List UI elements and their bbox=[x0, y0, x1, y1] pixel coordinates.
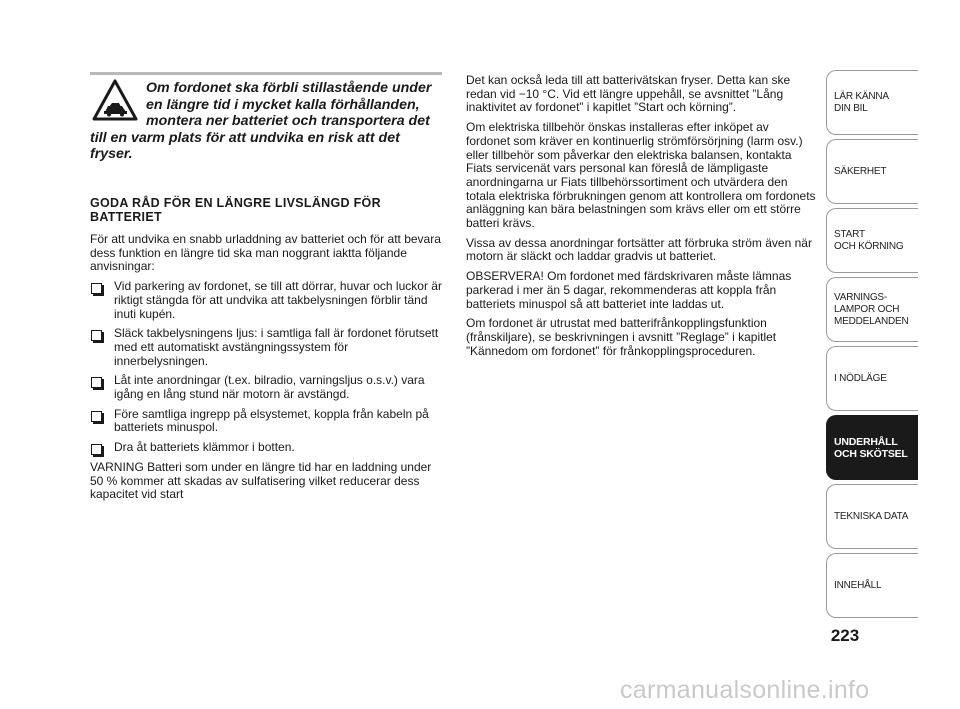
page-number: 223 bbox=[830, 626, 860, 645]
tab-label: TEKNISKA DATA bbox=[834, 510, 909, 522]
tab-innehall[interactable] bbox=[826, 553, 918, 618]
tab-label: VARNINGS- LAMPOR OCH MEDDELANDEN bbox=[834, 291, 909, 327]
checkbox-bullet-icon bbox=[91, 283, 102, 294]
section-title: GODA RÅD FÖR EN LÄNGRE LIVSLÄNGD FÖR BATTERIET bbox=[90, 196, 381, 224]
tab-label: SÄKERHET bbox=[834, 165, 887, 177]
battery-warning-paragraph: VARNING Batteri som under en längre tid har en laddning under 50 % kommer att skadas av sulfatisering vilket reducerar dess kapacitet vid start bbox=[90, 459, 432, 502]
tab-label: LÄR KÄNNA DIN BIL bbox=[834, 90, 889, 114]
checkbox-bullet-icon bbox=[91, 411, 102, 422]
warning-note-text: Om fordonet ska förbli stillastående under en längre tid i mycket kalla förhållanden, montera ner batteriet och transportera det till en varm plats för att undvika en risk att det fryser. bbox=[90, 80, 432, 162]
warning-divider bbox=[90, 72, 442, 75]
list-item: Släck takbelysningens ljus: i samtliga fall är fordonet förutsett med ett automatiskt avstängningssystem för innerbelysningen. bbox=[90, 327, 442, 368]
tab-label: I NÖDLÄGE bbox=[834, 372, 887, 384]
warning-note bbox=[90, 80, 444, 163]
checkbox-bullet-icon bbox=[91, 377, 102, 388]
tab-i-nodlage[interactable] bbox=[826, 346, 918, 411]
chapter-tabs bbox=[826, 70, 918, 622]
intro-paragraph: För att undvika en snabb urladdning av batteriet och för att bevara dess funktion en längre tid ska man noggrant iaktta följande anvisningar: bbox=[90, 232, 441, 274]
checkbox-bullet-icon bbox=[91, 330, 102, 341]
list-item: Dra åt batteriets klämmor i botten. bbox=[90, 441, 442, 455]
tab-tekniska-data[interactable] bbox=[826, 484, 918, 549]
checkbox-bullet-icon bbox=[91, 444, 102, 455]
advice-list bbox=[90, 280, 442, 455]
list-item: Vid parkering av fordonet, se till att dörrar, huvar och luckor är riktigt stängda för att undvika att takbelysningen förblir tänd inuti kupén. bbox=[90, 280, 442, 321]
tab-varningslampor[interactable] bbox=[826, 277, 918, 342]
paragraph: Det kan också leda till att batterivätskan fryser. Detta kan ske redan vid −10 °C. Vid ett längre uppehåll, se avsnittet ”Lång inaktivitet av fordonet” i kapitlet ”Start och körning”. bbox=[466, 73, 791, 115]
list-item: Före samtliga ingrepp på elsystemet, koppla från kabeln på batteriets minuspol. bbox=[90, 408, 442, 435]
tab-label: INNEHÅLL bbox=[834, 579, 882, 591]
list-item: Låt inte anordningar (t.ex. bilradio, varningsljus o.s.v.) vara igång en lång stund när motorn är avstängd. bbox=[90, 374, 442, 401]
right-column bbox=[466, 74, 816, 364]
paragraph: Om elektriska tillbehör önskas installeras efter inköpet av fordonet som kräver en kontinuerlig strömförsörjning (larm osv.) eller tillbehör som påverkar den elektriska balansen, kontakta Fiats servicenät vars personal kan föreslå de lämpligaste anordningarna ur Fiats tillbehörssortiment och utvärdera den totala elektriska förbrukningen genom att kontrollera om fordonets anläggning kan bära belastningen som krävs eller om ett större batteri krävs. bbox=[466, 120, 816, 231]
paragraph: OBSERVERA! Om fordonet med färdskrivaren måste lämnas parkerad i mer än 5 dagar, rekommenderas att koppla från batteriets minuspol så att batteriet inte laddas ut. bbox=[466, 269, 792, 311]
tab-label: START OCH KÖRNING bbox=[834, 228, 904, 252]
left-column bbox=[90, 196, 442, 508]
tab-underhall-och-skotsel[interactable] bbox=[826, 415, 918, 480]
paragraph: Vissa av dessa anordningar fortsätter att förbruka ström även när motorn är släckt och laddar gradvis ut batteriet. bbox=[466, 235, 812, 264]
tab-sakerhet[interactable] bbox=[826, 139, 918, 204]
watermark: carmanualsonline.info bbox=[620, 676, 870, 704]
tab-start-och-korning[interactable] bbox=[826, 208, 918, 273]
paragraph: Om fordonet är utrustat med batterifrånkopplingsfunktion (frånskiljare), se beskrivningen i avsnitt ”Reglage” i kapitlet ”Kännedom om fordonet” för frånkopplingsproceduren. bbox=[466, 316, 777, 358]
tab-lar-kanna-din-bil[interactable] bbox=[826, 70, 918, 135]
tab-label: UNDERHÅLL OCH SKÖTSEL bbox=[834, 435, 908, 460]
